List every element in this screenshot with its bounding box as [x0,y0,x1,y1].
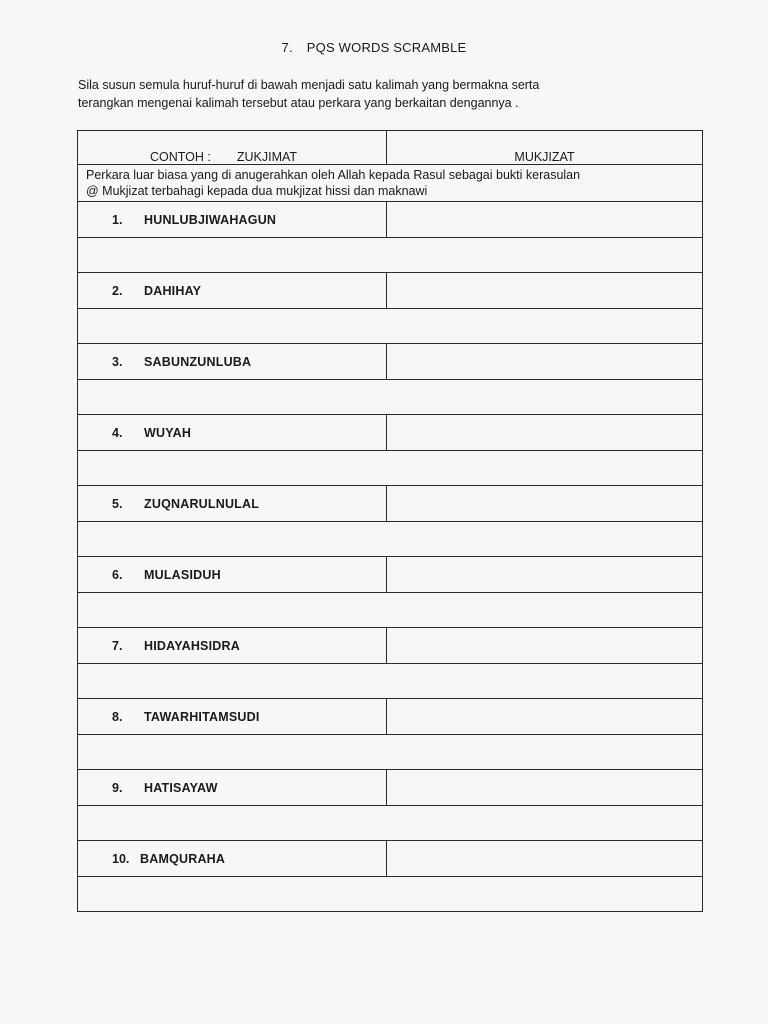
answer-cell[interactable] [387,699,703,735]
word-row [78,202,703,238]
scrambled-word: TAWARHITAMSUDI [144,709,260,724]
explanation-cell[interactable] [78,806,703,841]
word-number: 10. [112,851,130,866]
explanation-cell[interactable] [78,380,703,415]
scrambled-word-cell [78,770,387,806]
scrambled-word: BAMQURAHA [140,851,226,866]
scrambled-word: HUNLUBJIWAHAGUN [144,212,277,227]
explanation-row [78,238,703,273]
word-number: 3. [112,354,123,369]
word-rows [78,202,703,912]
scrambled-word-cell [78,415,387,451]
explanation-cell[interactable] [78,664,703,699]
word-number: 5. [112,496,123,511]
scrambled-word: DAHIHAY [144,283,202,298]
explanation-row [78,309,703,344]
scrambled-word: WUYAH [144,425,192,440]
word-number: 6. [112,567,123,582]
explanation-row [78,735,703,770]
example-answer-cell [387,131,703,165]
scrambled-word: ZUQNARULNULAL [144,496,260,511]
answer-cell[interactable] [387,273,703,309]
answer-cell[interactable] [387,557,703,593]
explanation-row [78,593,703,628]
scrambled-word: HATISAYAW [144,780,218,795]
word-row [78,699,703,735]
answer-cell[interactable] [387,486,703,522]
word-row [78,486,703,522]
explanation-row [78,877,703,912]
page-title [0,40,748,55]
section-title: PQS WORDS SCRAMBLE [306,40,467,55]
word-number: 9. [112,780,123,795]
explanation-cell[interactable] [78,309,703,344]
answer-cell[interactable] [387,344,703,380]
explanation-row [78,664,703,699]
example-definition-row [78,165,703,202]
instructions-line-2: terangkan mengenai kalimah tersebut atau perkara yang berkaitan dengannya . [78,96,519,110]
example-definition-line-2: @ Mukjizat terbahagi kepada dua mukjizat hissi dan maknawi [86,184,428,198]
word-number: 8. [112,709,123,724]
answer-cell[interactable] [387,415,703,451]
word-number: 4. [112,425,123,440]
answer-cell[interactable] [387,202,703,238]
example-scrambled-cell [78,131,387,165]
explanation-cell[interactable] [78,877,703,912]
scrambled-word: MULASIDUH [144,567,221,582]
word-row [78,557,703,593]
word-row [78,344,703,380]
word-row [78,628,703,664]
scrambled-word-cell [78,344,387,380]
example-answer: MUKJIZAT [514,150,575,164]
word-row [78,415,703,451]
scrambled-word-cell [78,202,387,238]
scrambled-word: SABUNZUNLUBA [144,354,252,369]
explanation-cell[interactable] [78,593,703,628]
explanation-cell[interactable] [78,522,703,557]
section-number: 7. [281,40,293,55]
instructions-line-1: Sila susun semula huruf-huruf di bawah menjadi satu kalimah yang bermakna serta [78,78,540,92]
example-row [78,131,703,165]
instructions [78,76,678,112]
scrambled-word-cell [78,628,387,664]
scrambled-word: HIDAYAHSIDRA [144,638,240,653]
explanation-cell[interactable] [78,238,703,273]
example-scrambled-word: ZUKJIMAT [236,150,298,164]
word-row [78,273,703,309]
example-label: CONTOH : [150,150,211,164]
explanation-row [78,451,703,486]
scrambled-word-cell [78,273,387,309]
explanation-row [78,380,703,415]
word-number: 2. [112,283,123,298]
scrambled-word-cell [78,699,387,735]
explanation-cell[interactable] [78,735,703,770]
word-number: 1. [112,212,123,227]
explanation-cell[interactable] [78,451,703,486]
example-definition-line-1: Perkara luar biasa yang di anugerahkan oleh Allah kepada Rasul sebagai bukti kerasulan [86,168,581,182]
word-row [78,841,703,877]
example-definition-cell [78,165,703,202]
explanation-row [78,806,703,841]
word-row [78,770,703,806]
scrambled-word-cell [78,841,387,877]
explanation-row [78,522,703,557]
scrambled-word-cell [78,486,387,522]
scrambled-word-cell [78,557,387,593]
answer-cell[interactable] [387,628,703,664]
word-scramble-table [77,130,703,912]
answer-cell[interactable] [387,770,703,806]
word-number: 7. [112,638,123,653]
answer-cell[interactable] [387,841,703,877]
